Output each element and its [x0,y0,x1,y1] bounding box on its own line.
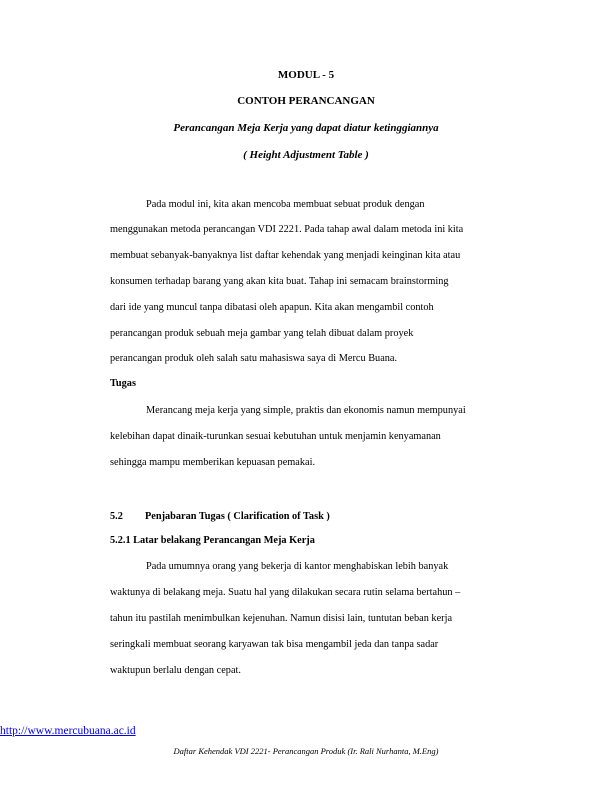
intro-line: menggunakan metoda perancangan VDI 2221. Pada tahap awal dalam metoda ini kita [110,224,464,235]
section-line: Pada umumnya orang yang bekerja di kantor menghabiskan lebih banyak [146,561,449,572]
section-line: waktunya di belakang meja. Suatu hal yang dilakukan secara rutin selama bertahun – [110,587,461,598]
intro-line: perancangan produk oleh salah satu mahasiswa saya di Mercu Buana. [110,353,398,364]
section-line: tahun itu pastilah menimbulkan kejenuhan. Namun disisi lain, tuntutan beban kerja [110,613,453,624]
section-5-2-1-heading: 5.2.1 Latar belakang Perancangan Meja Kerja [110,535,315,546]
section-5-2-number: 5.2 [110,511,123,522]
section-5-2-title: Penjabaran Tugas ( Clarification of Task ) [145,511,330,522]
page-subtitle: Perancangan Meja Kerja yang dapat diatur ketinggiannya [173,122,439,134]
page-subtitle-english: ( Height Adjustment Table ) [243,149,369,161]
university-link[interactable]: http://www.mercubuana.ac.id [0,725,136,737]
intro-line: konsumen terhadap barang yang akan kita buat. Tahap ini semacam brainstorming [110,276,449,287]
page-footer: Daftar Kehendak VDI 2221- Perancangan Produk (Ir. Rali Nurhanta, M.Eng) [173,746,439,756]
tugas-line: Merancang meja kerja yang simple, praktis dan ekonomis namun mempunyai [146,405,466,416]
intro-line: perancangan produk sebuah meja gambar yang telah dibuat dalam proyek [110,328,414,339]
tugas-line: sehingga mampu memberikan kepuasan pemakai. [110,457,316,468]
page-title: CONTOH PERANCANGAN [237,95,375,107]
intro-line: membuat sebanyak-banyaknya list daftar kehendak yang menjadi keinginan kita atau [110,250,461,261]
tugas-heading: Tugas [110,378,136,389]
intro-line: Pada modul ini, kita akan mencoba membuat sebuat produk dengan [146,199,425,210]
intro-line: dari ide yang muncul tanpa dibatasi oleh apapun. Kita akan mengambil contoh [110,302,434,313]
section-line: seringkali membuat seorang karyawan tak bisa mengambil jeda dan tanpa sadar [110,639,439,650]
tugas-line: kelebihan dapat dinaik-turunkan sesuai kebutuhan untuk menjamin kenyamanan [110,431,441,442]
section-line: waktupun berlalu dengan cepat. [110,665,241,676]
module-label: MODUL - 5 [277,69,335,81]
